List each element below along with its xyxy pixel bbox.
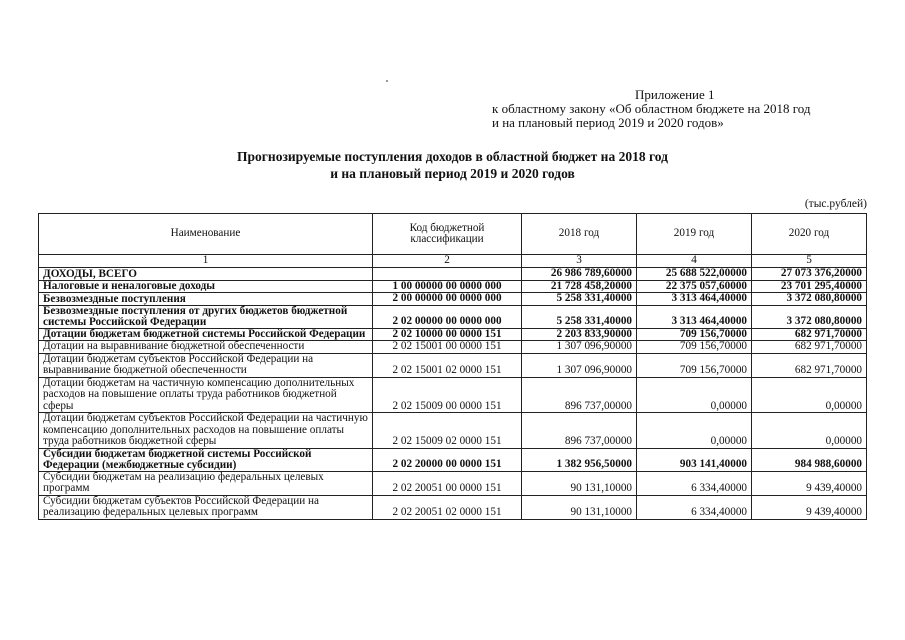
- row-value-2018: 5 258 331,40000: [522, 305, 637, 328]
- row-code: 2 02 20000 00 0000 151: [373, 448, 522, 471]
- column-number: 5: [752, 255, 867, 268]
- table-row: [39, 328, 867, 341]
- table-row: [39, 495, 867, 519]
- table-row: [39, 293, 867, 306]
- row-code: 2 02 10000 00 0000 151: [373, 328, 522, 341]
- row-value-2020: 9 439,40000: [752, 495, 867, 519]
- row-name: Субсидии бюджетам субъектов Российской Федерации на реализацию федеральных целевых программ: [39, 495, 373, 519]
- row-code: 2 02 20051 02 0000 151: [373, 495, 522, 519]
- header-2020: 2020 год: [752, 214, 867, 255]
- row-name: Дотации бюджетам субъектов Российской Федерации на частичную компенсацию дополнительных расходов на повышение оплаты труда работников бюджетной сферы: [39, 413, 373, 449]
- row-value-2018: 1 307 096,90000: [522, 341, 637, 354]
- row-value-2018: 1 382 956,50000: [522, 448, 637, 471]
- row-value-2018: 2 203 833,90000: [522, 328, 637, 341]
- row-code: [373, 268, 522, 281]
- column-number: 3: [522, 255, 637, 268]
- document-title: [0, 148, 905, 182]
- row-value-2020: 682 971,70000: [752, 341, 867, 354]
- table-row: [39, 413, 867, 449]
- row-value-2018: 896 737,00000: [522, 413, 637, 449]
- table-body: [39, 268, 867, 520]
- row-name: Дотации бюджетам бюджетной системы Российской Федерации: [39, 328, 373, 341]
- table-row: [39, 268, 867, 281]
- row-name: Безвозмездные поступления: [39, 293, 373, 306]
- title-line-2: и на плановый период 2019 и 2020 годов: [330, 166, 575, 181]
- table-row: [39, 471, 867, 495]
- header-2019: 2019 год: [637, 214, 752, 255]
- row-value-2020: 984 988,60000: [752, 448, 867, 471]
- row-value-2018: 21 728 458,20000: [522, 280, 637, 293]
- row-value-2019: 6 334,40000: [637, 495, 752, 519]
- table-row: [39, 377, 867, 413]
- row-value-2018: 90 131,10000: [522, 471, 637, 495]
- appendix-number: Приложение 1: [635, 87, 715, 102]
- row-name: Субсидии бюджетам на реализацию федеральных целевых программ: [39, 471, 373, 495]
- table-row: [39, 341, 867, 354]
- appendix-note: [492, 88, 811, 130]
- appendix-period: и на плановый период 2019 и 2020 годов»: [492, 115, 724, 130]
- row-value-2019: 709 156,70000: [637, 353, 752, 377]
- row-value-2020: 0,00000: [752, 413, 867, 449]
- row-name: Дотации бюджетам на частичную компенсацию дополнительных расходов на повышение оплаты труда работников бюджетной сферы: [39, 377, 373, 413]
- row-value-2020: 23 701 295,40000: [752, 280, 867, 293]
- row-code: 2 02 00000 00 0000 000: [373, 305, 522, 328]
- row-code: 1 00 00000 00 0000 000: [373, 280, 522, 293]
- units-label: (тыс.рублей): [804, 198, 867, 210]
- row-name: Дотации на выравнивание бюджетной обеспеченности: [39, 341, 373, 354]
- row-value-2019: 3 313 464,40000: [637, 293, 752, 306]
- row-value-2018: 26 986 789,60000: [522, 268, 637, 281]
- header-code: Код бюджетной классификации: [373, 214, 522, 255]
- row-name: Безвозмездные поступления от других бюджетов бюджетной системы Российской Федерации: [39, 305, 373, 328]
- row-code: 2 02 15001 02 0000 151: [373, 353, 522, 377]
- row-value-2020: 9 439,40000: [752, 471, 867, 495]
- row-value-2019: 0,00000: [637, 413, 752, 449]
- table-row: [39, 280, 867, 293]
- header-2018: 2018 год: [522, 214, 637, 255]
- column-number: 1: [39, 255, 373, 268]
- row-value-2020: 0,00000: [752, 377, 867, 413]
- row-value-2020: 27 073 376,20000: [752, 268, 867, 281]
- row-code: 2 02 15009 02 0000 151: [373, 413, 522, 449]
- row-name: Дотации бюджетам субъектов Российской Федерации на выравнивание бюджетной обеспеченности: [39, 353, 373, 377]
- row-name: Налоговые и неналоговые доходы: [39, 280, 373, 293]
- row-value-2018: 896 737,00000: [522, 377, 637, 413]
- column-number: 4: [637, 255, 752, 268]
- row-name: Субсидии бюджетам бюджетной системы Российской Федерации (межбюджетные субсидии): [39, 448, 373, 471]
- row-code: 2 02 15009 00 0000 151: [373, 377, 522, 413]
- row-value-2019: 903 141,40000: [637, 448, 752, 471]
- row-code: 2 02 15001 00 0000 151: [373, 341, 522, 354]
- row-value-2019: 709 156,70000: [637, 341, 752, 354]
- table-row: [39, 448, 867, 471]
- table-row: [39, 305, 867, 328]
- row-value-2018: 1 307 096,90000: [522, 353, 637, 377]
- row-value-2019: 22 375 057,60000: [637, 280, 752, 293]
- row-value-2019: 6 334,40000: [637, 471, 752, 495]
- column-number: 2: [373, 255, 522, 268]
- row-name: ДОХОДЫ, ВСЕГО: [39, 268, 373, 281]
- header-row: [39, 214, 867, 255]
- scan-speck: [386, 80, 388, 82]
- row-value-2019: 25 688 522,00000: [637, 268, 752, 281]
- title-line-1: Прогнозируемые поступления доходов в областной бюджет на 2018 год: [237, 149, 668, 164]
- header-name: Наименование: [39, 214, 373, 255]
- revenue-table: [38, 213, 867, 520]
- row-value-2018: 5 258 331,40000: [522, 293, 637, 306]
- row-value-2020: 682 971,70000: [752, 353, 867, 377]
- row-code: 2 02 20051 00 0000 151: [373, 471, 522, 495]
- table-row: [39, 353, 867, 377]
- row-code: 2 00 00000 00 0000 000: [373, 293, 522, 306]
- appendix-law-ref: к областному закону «Об областном бюджете на 2018 год: [492, 101, 811, 116]
- row-value-2018: 90 131,10000: [522, 495, 637, 519]
- row-value-2020: 682 971,70000: [752, 328, 867, 341]
- row-value-2019: 709 156,70000: [637, 328, 752, 341]
- column-number-row: [39, 255, 867, 268]
- row-value-2019: 3 313 464,40000: [637, 305, 752, 328]
- row-value-2019: 0,00000: [637, 377, 752, 413]
- row-value-2020: 3 372 080,80000: [752, 293, 867, 306]
- row-value-2020: 3 372 080,80000: [752, 305, 867, 328]
